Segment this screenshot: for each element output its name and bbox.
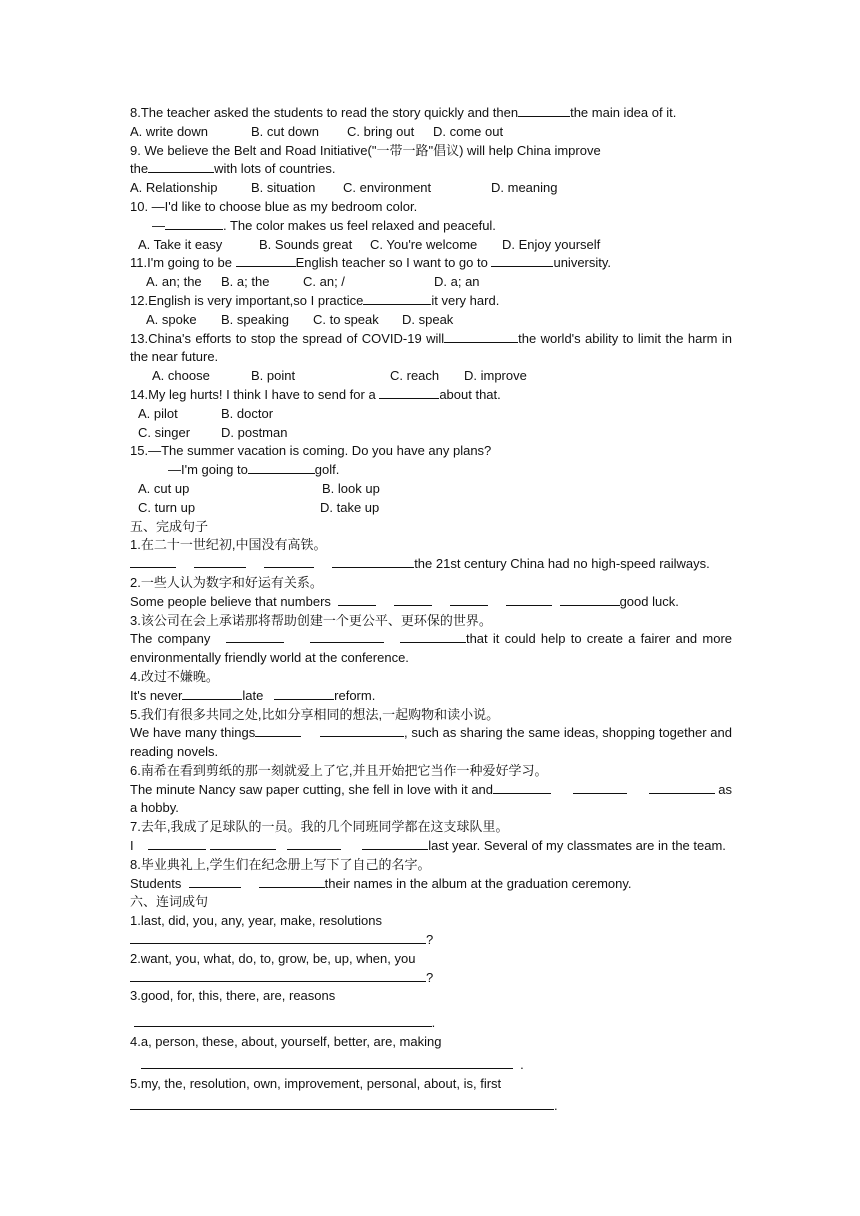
- blank[interactable]: [248, 461, 315, 474]
- q14-options-row1: [130, 405, 732, 424]
- s6-item-words: 2.want, you, what, do, to, grow, be, up, when, you: [130, 950, 416, 966]
- blank[interactable]: [226, 630, 284, 643]
- blank[interactable]: [649, 781, 715, 794]
- option[interactable]: C. turn up: [138, 499, 196, 515]
- s6-item-answer: .: [130, 1093, 732, 1116]
- blank[interactable]: [189, 875, 241, 888]
- worksheet-page: [130, 104, 732, 1116]
- blank[interactable]: [332, 555, 414, 568]
- s5-item-cn: 8.毕业典礼上,学生们在纪念册上写下了自己的名字。: [130, 856, 431, 872]
- blank[interactable]: [506, 593, 552, 606]
- q13-options: [130, 367, 732, 386]
- q15-stem: 15.—The summer vacation is coming. Do you have any plans?: [130, 443, 492, 459]
- option[interactable]: A. Take it easy: [138, 236, 223, 252]
- blank[interactable]: [287, 837, 341, 850]
- blank[interactable]: [259, 875, 325, 888]
- blank[interactable]: [518, 104, 570, 117]
- section-heading: 六、连词成句: [130, 894, 209, 910]
- q11-stem: 11.I'm going to be English teacher so I want to go to university.: [130, 255, 612, 271]
- q10-stem-line2: — . The color makes us feel relaxed and peaceful.: [152, 217, 496, 233]
- answer-line[interactable]: [134, 1014, 432, 1027]
- s5-item-en: Some people believe that numbers good luck.: [130, 593, 679, 609]
- s6-item-answer: .: [130, 1006, 732, 1033]
- option[interactable]: B. speaking: [221, 311, 289, 327]
- q14-stem: 14.My leg hurts! I think I have to send for a about that.: [130, 386, 501, 402]
- blank[interactable]: [130, 555, 176, 568]
- q9-stem-line2: the with lots of countries.: [130, 161, 336, 177]
- blank[interactable]: [450, 593, 488, 606]
- blank[interactable]: [274, 687, 334, 700]
- option[interactable]: D. improve: [464, 368, 527, 384]
- s5-item-en: The company that it could help to create a fairer and more environmentally friendly world at the conference.: [130, 631, 732, 666]
- blank[interactable]: [264, 555, 314, 568]
- blank[interactable]: [379, 386, 439, 399]
- q9-options: [130, 179, 732, 198]
- option[interactable]: B. doctor: [221, 405, 274, 421]
- s6-item-words: 1.last, did, you, any, year, make, resolutions: [130, 913, 382, 929]
- blank[interactable]: [210, 837, 276, 850]
- q15-options-row1: [130, 480, 732, 499]
- q12-options: [130, 311, 732, 330]
- q12-stem: 12.English is very important,so I practice it very hard.: [130, 292, 500, 308]
- option[interactable]: C. an; /: [303, 274, 345, 290]
- blank[interactable]: [255, 724, 301, 737]
- blank[interactable]: [165, 217, 223, 230]
- option[interactable]: D. come out: [433, 123, 504, 139]
- blank[interactable]: [493, 781, 551, 794]
- blank[interactable]: [182, 687, 242, 700]
- q11-options: [130, 273, 732, 292]
- q9-stem: 9. We believe the Belt and Road Initiative("一带一路"倡议) will help China improve: [130, 142, 601, 158]
- blank[interactable]: [560, 593, 620, 606]
- q13-stem: 13.China's efforts to stop the spread of COVID-19 will the world's ability to limit the harm in the near future.: [130, 330, 732, 365]
- blank[interactable]: [400, 630, 466, 643]
- blank[interactable]: [573, 781, 627, 794]
- option[interactable]: B. a; the: [221, 274, 270, 290]
- blank[interactable]: [320, 724, 404, 737]
- option[interactable]: D. Enjoy yourself: [502, 236, 601, 252]
- s5-item-cn: 4.改过不嫌晚。: [130, 668, 219, 684]
- blank[interactable]: [338, 593, 376, 606]
- q14-options-row2: [130, 424, 732, 443]
- option[interactable]: C. to speak: [313, 311, 379, 327]
- option[interactable]: B. Sounds great: [259, 236, 353, 252]
- answer-line[interactable]: [141, 1056, 513, 1069]
- option[interactable]: A. choose: [152, 368, 210, 384]
- option[interactable]: A. pilot: [138, 405, 178, 421]
- option[interactable]: B. point: [251, 368, 296, 384]
- s6-item-answer: ?: [130, 931, 732, 950]
- blank[interactable]: [148, 160, 214, 173]
- blank[interactable]: [363, 292, 431, 305]
- s5-item-cn: 5.我们有很多共同之处,比如分享相同的想法,一起购物和读小说。: [130, 706, 500, 722]
- s5-item-en: I last year. Several of my classmates are in the team.: [130, 838, 726, 854]
- option[interactable]: A. an; the: [146, 274, 202, 290]
- blank[interactable]: [148, 837, 206, 850]
- option[interactable]: C. bring out: [347, 123, 415, 139]
- option[interactable]: B. cut down: [251, 123, 319, 139]
- blank[interactable]: [310, 630, 384, 643]
- q15-stem-line2: —I'm going to golf.: [168, 462, 340, 478]
- option[interactable]: A. cut up: [138, 480, 190, 496]
- s5-item-cn: 2.一些人认为数字和好运有关系。: [130, 574, 323, 590]
- option[interactable]: A. write down: [130, 123, 209, 139]
- option[interactable]: D. meaning: [491, 180, 558, 196]
- option[interactable]: A. Relationship: [130, 180, 218, 196]
- blank[interactable]: [491, 254, 553, 267]
- option[interactable]: D. speak: [402, 311, 454, 327]
- blank[interactable]: [194, 555, 246, 568]
- option[interactable]: B. look up: [322, 480, 380, 496]
- option[interactable]: A. spoke: [146, 311, 197, 327]
- section-heading: 五、完成句子: [130, 518, 209, 534]
- option[interactable]: C. environment: [343, 180, 432, 196]
- answer-line[interactable]: [130, 1097, 554, 1110]
- s5-item-cn: 6.南希在看到剪纸的那一刻就爱上了它,并且开始把它当作一种爱好学习。: [130, 762, 548, 778]
- q10-stem: 10. —I'd like to choose blue as my bedroom color.: [130, 198, 418, 214]
- s6-item-answer: .: [130, 1052, 732, 1075]
- option[interactable]: B. situation: [251, 180, 316, 196]
- s5-item-cn: 3.该公司在会上承诺那将帮助创建一个更公平、更环保的世界。: [130, 612, 492, 628]
- option[interactable]: C. singer: [138, 424, 191, 440]
- option[interactable]: C. reach: [390, 368, 440, 384]
- q8-options: [130, 123, 732, 142]
- s6-item-words: 5.my, the, resolution, own, improvement, personal, about, is, first: [130, 1075, 502, 1091]
- blank[interactable]: [362, 837, 428, 850]
- s5-item-cn: 1.在二十一世纪初,中国没有高铁。: [130, 537, 327, 553]
- option[interactable]: D. take up: [320, 499, 380, 515]
- option[interactable]: D. a; an: [434, 274, 480, 290]
- s5-item-en: The minute Nancy saw paper cutting, she fell in love with it and as a hobby.: [130, 781, 733, 816]
- s5-item-en: Students their names in the album at the graduation ceremony.: [130, 875, 632, 891]
- q8-stem: 8.The teacher asked the students to read the story quickly and then the main idea of it.: [130, 105, 677, 120]
- s5-item-en: It's never late reform.: [130, 687, 376, 703]
- option[interactable]: C. You're welcome: [370, 236, 478, 252]
- q15-options-row2: [130, 499, 732, 518]
- blank[interactable]: [394, 593, 432, 606]
- s5-item-cn: 7.去年,我成了足球队的一员。我的几个同班同学都在这支球队里。: [130, 819, 509, 835]
- s5-item-en: the 21st century China had no high-speed railways.: [130, 555, 732, 574]
- blank[interactable]: [236, 254, 296, 267]
- s5-item-en: We have many things , such as sharing the same ideas, shopping together and reading novels.: [130, 725, 732, 760]
- s6-item-words: 4.a, person, these, about, yourself, better, are, making: [130, 1034, 442, 1050]
- answer-line[interactable]: [130, 969, 426, 982]
- q10-options: [130, 236, 732, 255]
- s6-item-answer: ?: [130, 969, 732, 988]
- blank[interactable]: [444, 330, 518, 343]
- s6-item-words: 3.good, for, this, there, are, reasons: [130, 988, 336, 1004]
- answer-line[interactable]: [130, 931, 426, 944]
- option[interactable]: D. postman: [221, 424, 288, 440]
